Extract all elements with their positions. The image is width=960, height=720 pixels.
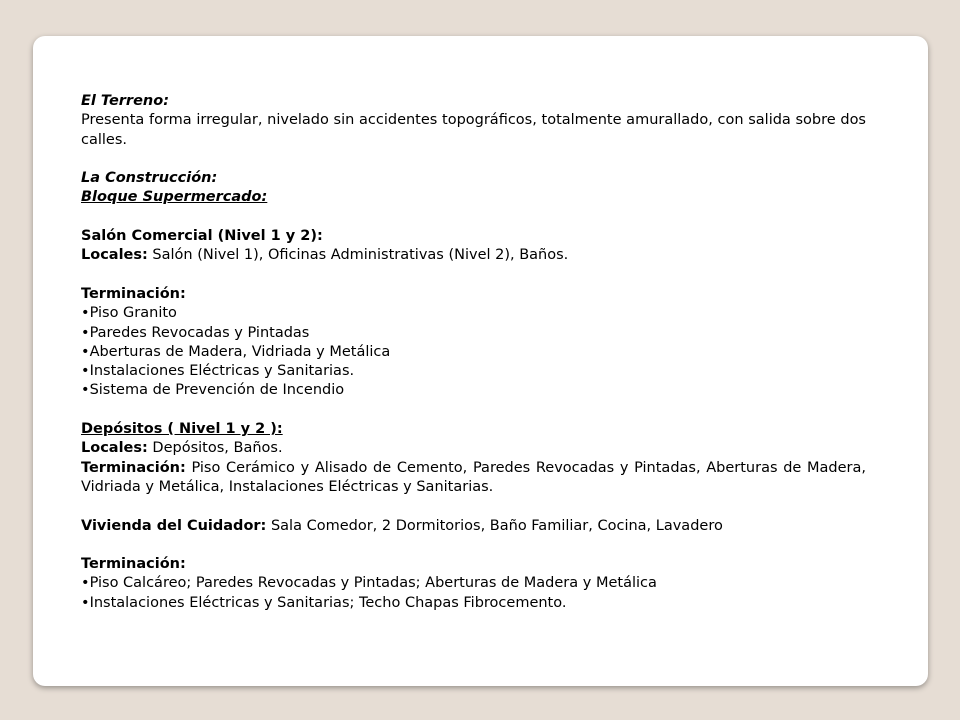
terreno-heading: El Terreno: (81, 93, 169, 109)
vivienda-item: • Instalaciones Eléctricas y Sanitarias; Techo Chapas Fibrocemento. (81, 594, 866, 613)
vivienda-label: Vivienda del Cuidador: (81, 517, 267, 534)
salon-item: • Aberturas de Madera, Vidriada y Metálica (81, 343, 866, 362)
depositos-locales-text: Depósitos, Baños. (147, 440, 283, 457)
salon-locales-text: Salón (Nivel 1), Oficinas Administrativas (Nivel 2), Baños. (147, 247, 569, 264)
terreno-text: Presenta forma irregular, nivelado sin accidentes topográficos, totalmente amurallado, con salida sobre dos calles. (81, 112, 866, 148)
construccion-heading: La Construcción: (81, 170, 218, 187)
bloque-subheading: Bloque Supermercado: (81, 189, 268, 206)
depositos-locales-label: Locales: (81, 440, 148, 457)
depositos-terminacion-label: Terminación: (81, 459, 186, 476)
salon-locales (81, 246, 866, 265)
depositos-locales (81, 439, 866, 458)
depositos-terminacion (81, 459, 866, 498)
vivienda-text: Sala Comedor, 2 Dormitorios, Baño Familiar, Cocina, Lavadero (266, 517, 723, 534)
salon-item: • Sistema de Prevención de Incendio (81, 381, 866, 400)
salon-heading: Salón Comercial (Nivel 1 y 2): (81, 228, 323, 245)
depositos-heading: Depósitos ( Nivel 1 y 2 ): (81, 421, 283, 438)
salon-item: • Paredes Revocadas y Pintadas (81, 324, 866, 343)
vivienda-item: • Piso Calcáreo; Paredes Revocadas y Pintadas; Aberturas de Madera y Metálica (81, 574, 866, 593)
salon-locales-label: Locales: (81, 247, 148, 264)
vivienda-terminacion-label: Terminación: (81, 556, 186, 573)
vivienda-line (81, 517, 866, 536)
salon-item: • Instalaciones Eléctricas y Sanitarias. (81, 362, 866, 381)
depositos-terminacion-text: Piso Cerámico y Alisado de Cemento, Paredes Revocadas y Pintadas, Aberturas de Madera, Vidriada y Metálica, Instalaciones Eléctricas y Sanitarias. (81, 459, 866, 495)
salon-item: • Piso Granito (81, 304, 866, 323)
salon-terminacion-label: Terminación: (81, 285, 186, 302)
document-body (81, 92, 866, 613)
